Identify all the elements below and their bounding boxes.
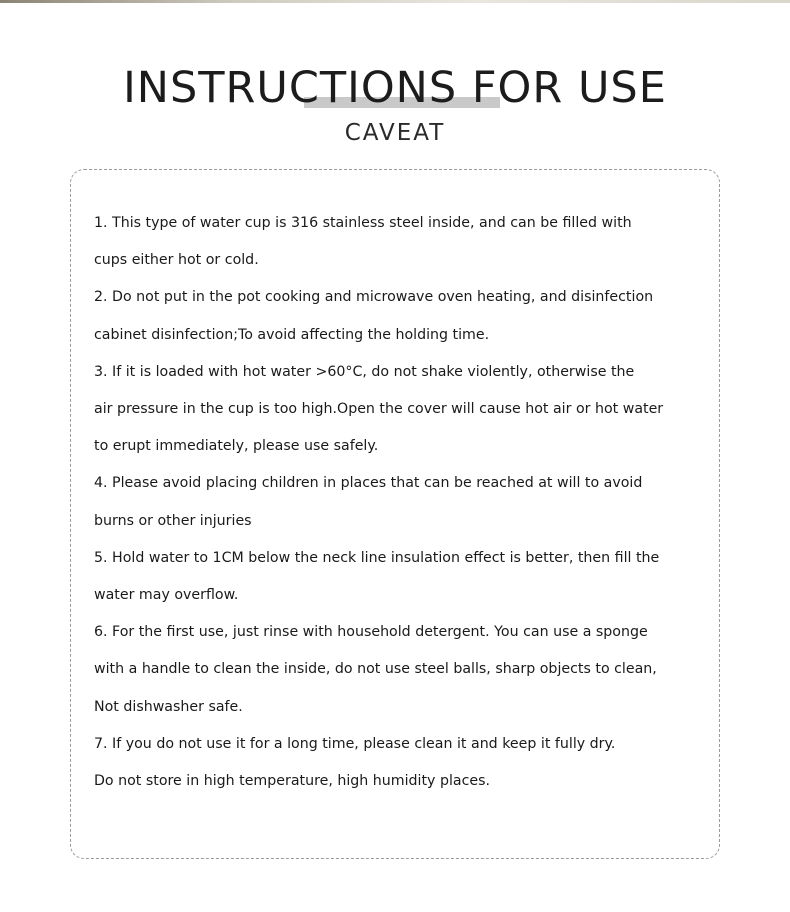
instruction-line: burns or other injuries	[94, 512, 252, 529]
instruction-line: with a handle to clean the inside, do not use steel balls, sharp objects to clean,	[94, 661, 657, 678]
instruction-line: 7. If you do not use it for a long time, please clean it and keep it fully dry.	[94, 735, 616, 752]
instruction-line: to erupt immediately, please use safely.	[94, 438, 379, 455]
instruction-line: 2. Do not put in the pot cooking and microwave oven heating, and disinfection	[94, 289, 654, 306]
instruction-line: 6. For the first use, just rinse with household detergent. You can use a sponge	[94, 624, 648, 641]
instruction-line: cups either hot or cold.	[94, 252, 259, 269]
page-subtitle: CAVEAT	[344, 120, 446, 146]
instruction-line: 1. This type of water cup is 316 stainless steel inside, and can be filled with	[94, 215, 632, 231]
instruction-line: water may overflow.	[94, 587, 239, 604]
instruction-line: cabinet disinfection;To avoid affecting the holding time.	[94, 326, 490, 343]
instruction-line: 4. Please avoid placing children in places that can be reached at will to avoid	[94, 475, 643, 492]
top-decorative-strip	[0, 0, 790, 3]
instruction-line: 5. Hold water to 1CM below the neck line insulation effect is better, then fill the	[94, 549, 660, 566]
instructions-list	[94, 205, 704, 800]
page-title: INSTRUCTIONS FOR USE	[123, 63, 667, 113]
instruction-line: Do not store in high temperature, high humidity places.	[94, 773, 491, 790]
instruction-line: Not dishwasher safe.	[94, 698, 243, 715]
instruction-line: 3. If it is loaded with hot water >60°C, do not shake violently, otherwise the	[94, 363, 635, 380]
instruction-line: air pressure in the cup is too high.Open the cover will cause hot air or hot water	[94, 401, 664, 418]
